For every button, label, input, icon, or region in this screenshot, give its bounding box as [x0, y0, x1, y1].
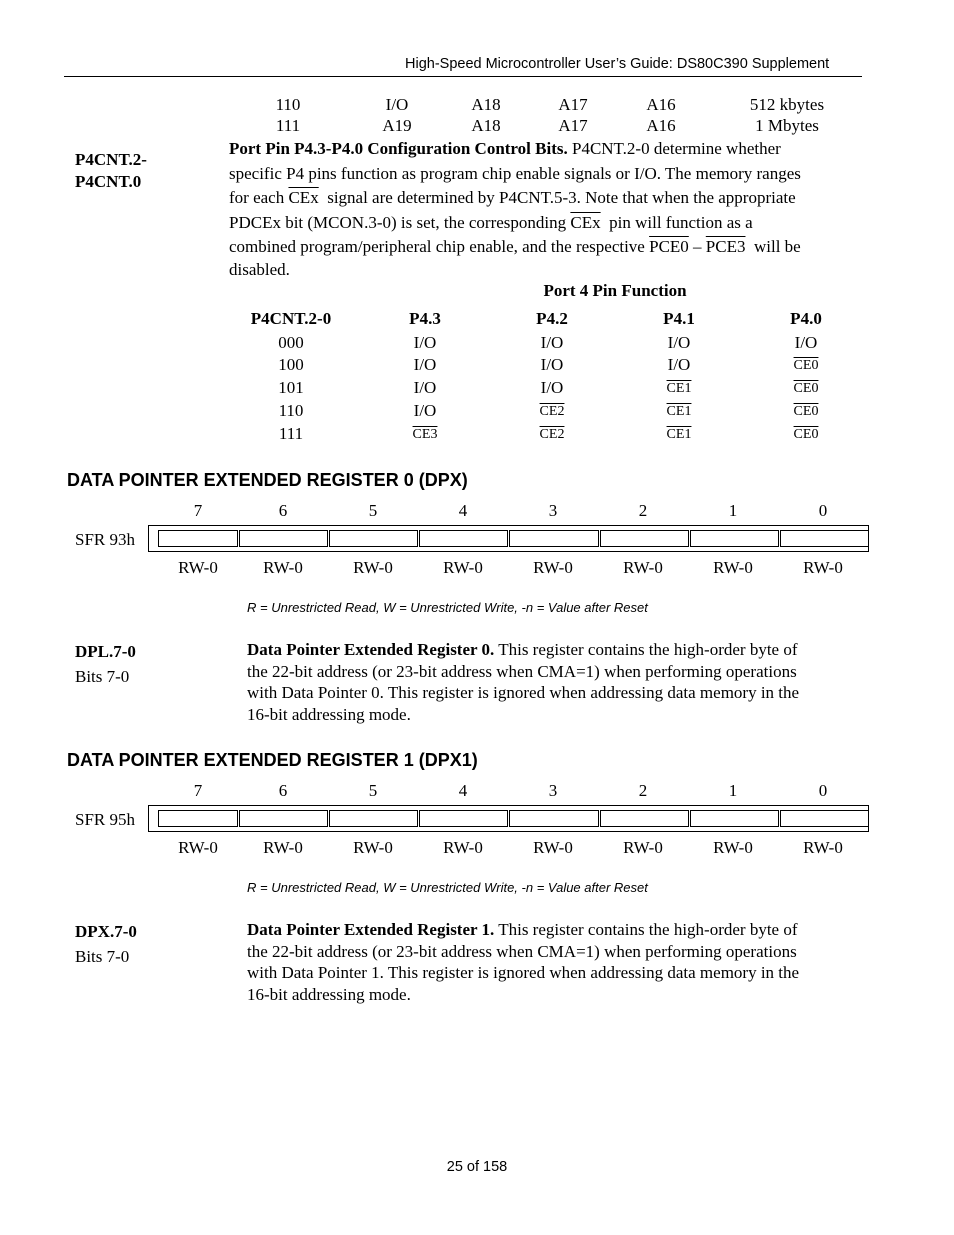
register-bit-cell	[780, 530, 869, 547]
register-bit-cell	[158, 530, 238, 547]
table-header-cell: P4.0	[790, 309, 822, 328]
register-bit-cell	[509, 810, 599, 827]
table-cell: 100	[278, 355, 304, 374]
chip-enable-signal-cell: CE1	[666, 404, 692, 419]
chip-enable-signal-cell: CE0	[793, 381, 819, 396]
description-text: with Data Pointer 1. This register is ignored when addressing data memory in the	[247, 963, 800, 983]
p4cnt-label-line: P4CNT.0	[75, 172, 142, 191]
dpx-description	[247, 639, 867, 726]
description-text: 16-bit addressing mode.	[247, 705, 411, 725]
p4cnt-text: –	[688, 237, 706, 256]
field-name: DPX.7-0	[75, 922, 137, 941]
p4cnt-description	[229, 137, 869, 280]
bit-number: 4	[458, 781, 468, 800]
register-bit-box	[148, 525, 869, 552]
bit-number: 0	[818, 501, 828, 520]
bit-access-label: RW-0	[178, 558, 218, 577]
cex-signal-overbar: $\overline{CEx}$	[570, 212, 601, 232]
table-cell: I/O	[667, 355, 691, 374]
table-cell: 111	[278, 424, 304, 443]
bit-number: 3	[548, 781, 558, 800]
table-cell: A16	[646, 95, 676, 114]
table-cell: 111	[275, 116, 301, 135]
description-text: the 22-bit address (or 23-bit address when CMA=1) when performing operations	[247, 941, 797, 961]
table-cell: I/O	[385, 95, 409, 114]
chip-enable-signal-cell: CE2	[539, 427, 565, 442]
register-bit-cell	[158, 810, 238, 827]
pce-signal-overbar: PCE3	[705, 237, 746, 256]
page-header-title: High-Speed Microcontroller User’s Guide: DS80C390 Supplement	[405, 56, 830, 72]
bit-number: 1	[728, 501, 738, 520]
p4cnt-bold-lead: Port Pin P4.3-P4.0 Configuration Control Bits.	[229, 139, 568, 158]
table-cell: I/O	[540, 378, 564, 397]
bit-number: 4	[458, 501, 468, 520]
description-text: 16-bit addressing mode.	[247, 985, 411, 1005]
table-cell: I/O	[413, 401, 437, 420]
bit-access-label: RW-0	[713, 838, 753, 857]
register-bit-cell	[419, 530, 508, 547]
table-cell: A17	[558, 95, 588, 114]
register-bit-cell	[509, 530, 599, 547]
table-cell: I/O	[667, 333, 691, 352]
register-bit-cell	[690, 530, 779, 547]
register-bit-cell	[600, 530, 689, 547]
cex-signal-overbar: $\overline{CEx}$	[288, 188, 319, 207]
table-cell: I/O	[540, 333, 564, 352]
register-bit-cell	[239, 530, 328, 547]
description-text: This register contains the high-order byte of	[494, 920, 798, 939]
bit-access-label: RW-0	[713, 558, 753, 577]
bit-access-label: RW-0	[353, 558, 393, 577]
p4cnt-text: combined program/peripheral chip enable, and the respective	[229, 237, 650, 256]
bit-number: 7	[193, 501, 203, 520]
chip-enable-signal-cell: CE2	[539, 404, 565, 419]
p4cnt-text: PDCEx bit (MCON.3-0) is set, the corresponding	[229, 212, 571, 232]
table-cell: 1 Mbytes	[755, 116, 819, 135]
p4cnt-label-line: P4CNT.2-	[75, 150, 147, 169]
description-text: the 22-bit address (or 23-bit address when CMA=1) when performing operations	[247, 661, 797, 681]
bit-number: 2	[638, 781, 648, 800]
dpx-field-name	[75, 919, 137, 969]
bit-number: 0	[818, 781, 828, 800]
table-header-cell: P4.2	[536, 309, 568, 328]
table-cell: 110	[275, 95, 301, 114]
bit-access-label: RW-0	[623, 558, 663, 577]
bit-number: 2	[638, 501, 648, 520]
bit-number: 6	[278, 781, 288, 800]
p4cnt-text: P4CNT.2-0 determine whether	[567, 139, 781, 158]
description-bold-lead: Data Pointer Extended Register 1.	[247, 920, 495, 939]
table-cell: A16	[646, 116, 676, 135]
bit-access-label: RW-0	[353, 838, 393, 857]
register-bit-cell	[690, 810, 779, 827]
register-legend: R = Unrestricted Read, W = Unrestricted Write, -n = Value after Reset	[247, 600, 648, 615]
table-cell: 110	[278, 401, 304, 420]
chip-enable-signal-cell: CE0	[793, 358, 819, 373]
chip-enable-signal-cell: CE1	[666, 427, 692, 442]
sfr-address-label: SFR 93h	[75, 530, 135, 549]
bit-number: 1	[728, 781, 738, 800]
bit-number: 7	[193, 781, 203, 800]
description-text: This register contains the high-order byte of	[494, 640, 798, 659]
bit-access-label: RW-0	[803, 838, 843, 857]
dpl-field-name	[75, 639, 136, 689]
table-cell: A18	[471, 95, 501, 114]
table-cell: I/O	[413, 355, 437, 374]
field-name: DPL.7-0	[75, 642, 136, 661]
chip-enable-signal-cell: CE1	[666, 381, 692, 396]
bit-access-label: RW-0	[533, 558, 573, 577]
bit-access-label: RW-0	[803, 558, 843, 577]
table-cell: A17	[558, 116, 588, 135]
dpx1-description	[247, 919, 867, 1006]
table-cell: I/O	[413, 378, 437, 397]
table-header-cell: P4CNT.2-0	[250, 309, 332, 328]
table-cell: I/O	[413, 333, 437, 352]
table-cell: I/O	[540, 355, 564, 374]
description-text: with Data Pointer 0. This register is ignored when addressing data memory in the	[247, 683, 800, 703]
bit-number: 5	[368, 781, 378, 800]
p4cnt-text: signal are determined by P4CNT.5-3. Note that when the appropriate	[318, 188, 796, 207]
header-rule	[64, 76, 862, 77]
field-bits: Bits 7-0	[75, 667, 130, 686]
bit-access-label: RW-0	[263, 558, 303, 577]
table-caption: Port 4 Pin Function	[543, 281, 687, 300]
bit-access-label: RW-0	[623, 838, 663, 857]
bit-number: 6	[278, 501, 288, 520]
sfr-address-label: SFR 95h	[75, 810, 135, 829]
bit-access-label: RW-0	[443, 558, 483, 577]
table-cell: 101	[278, 378, 304, 397]
p4cnt-text: for each	[229, 188, 289, 207]
section-title-dpx1: DATA POINTER EXTENDED REGISTER 1 (DPX1)	[67, 750, 478, 770]
table-cell: 000	[278, 333, 304, 352]
pce-signal-overbar: PCE0	[649, 237, 689, 256]
register-bit-cell	[239, 810, 328, 827]
bit-number: 3	[548, 501, 558, 520]
p4cnt-text: specific P4 pins function as program chip enable signals or I/O. The memory ranges	[229, 163, 801, 183]
table-cell: 512 kbytes	[749, 95, 825, 114]
table-cell: A18	[471, 116, 501, 135]
table-cell: A19	[382, 116, 412, 135]
page-number: 25 of 158	[446, 1159, 508, 1175]
register-legend: R = Unrestricted Read, W = Unrestricted Write, -n = Value after Reset	[247, 880, 648, 895]
register-bit-cell	[329, 810, 418, 827]
register-bit-box	[148, 805, 869, 832]
chip-enable-signal-cell: CE0	[793, 427, 819, 442]
chip-enable-signal-cell: CE0	[793, 404, 819, 419]
register-bit-cell	[780, 810, 869, 827]
p4cnt-text: pin will function as a	[600, 212, 753, 232]
bit-access-label: RW-0	[533, 838, 573, 857]
table-header-cell: P4.3	[409, 309, 441, 328]
bit-access-label: RW-0	[178, 838, 218, 857]
bit-access-label: RW-0	[263, 838, 303, 857]
table-cell: I/O	[794, 333, 818, 352]
p4cnt-text: disabled.	[229, 259, 290, 279]
table-header-cell: P4.1	[663, 309, 695, 328]
chip-enable-signal-cell: CE3	[412, 427, 438, 442]
register-bit-cell	[600, 810, 689, 827]
register-bit-cell	[419, 810, 508, 827]
section-title-dpx: DATA POINTER EXTENDED REGISTER 0 (DPX)	[67, 470, 468, 490]
p4cnt-text: will be	[745, 237, 801, 256]
field-bits: Bits 7-0	[75, 947, 130, 966]
register-bit-cell	[329, 530, 418, 547]
bit-number: 5	[368, 501, 378, 520]
description-bold-lead: Data Pointer Extended Register 0.	[247, 640, 495, 659]
p4cnt-field-name	[75, 149, 147, 193]
bit-access-label: RW-0	[443, 838, 483, 857]
